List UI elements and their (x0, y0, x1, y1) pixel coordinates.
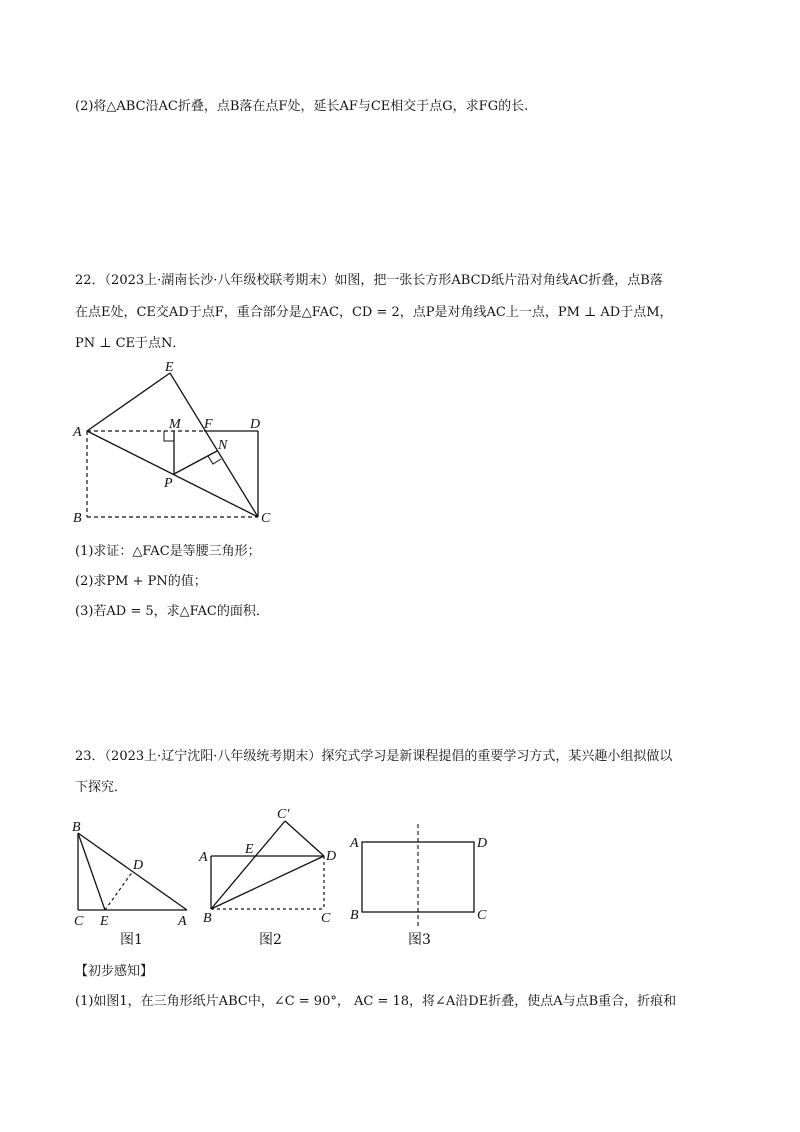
fig3-caption: 图3 (408, 932, 431, 948)
fig2-segment-C1D (285, 821, 324, 856)
fig2-label-B: B (203, 911, 212, 926)
right-angle-M (164, 431, 174, 441)
edge-AE (87, 373, 170, 431)
label-N: N (218, 438, 228, 453)
fig1-label-C: C (74, 914, 84, 929)
fig1-label-D: D (133, 858, 144, 873)
fig1-caption: 图1 (120, 932, 143, 948)
label-P: P (164, 476, 173, 491)
problem22-q3: (3)若AD = 5，求△FAC的面积． (75, 604, 269, 619)
problem22-header: 22．（2023上·湖南长沙·八年级校联考期末）如图，把一张长方形ABCD纸片沿对角线AC折叠，点B落 (75, 273, 663, 288)
problem22-figure (60, 355, 290, 530)
problem23-section: 【初步感知】 (75, 964, 154, 979)
fig1-label-A: A (178, 914, 187, 929)
problem22-q2: (2)求PM + PN的值； (75, 574, 207, 589)
problem22-q1: (1)求证：△FAC是等腰三角形； (75, 544, 261, 559)
fig2-label-C1: C′ (277, 807, 290, 822)
fig2-diagonal-BD (211, 856, 324, 909)
label-B: B (73, 511, 82, 526)
problem23-header: 23．（2023上·辽宁沈阳·八年级统考期末）探究式学习是新课程提倡的重要学习方式，某兴趣小组拟做以 (75, 749, 673, 764)
fig1-segment-BE (78, 833, 105, 910)
fig2-label-E: E (245, 842, 254, 857)
fig2-label-D: D (326, 849, 337, 864)
fig2-label-A: A (199, 850, 208, 865)
right-angle-N (208, 456, 221, 464)
fig3-label-D: D (477, 836, 488, 851)
fig1-label-E: E (100, 914, 109, 929)
fig3-label-A: A (350, 836, 359, 851)
fig2-caption: 图2 (259, 932, 282, 948)
fig3-label-B: B (350, 908, 359, 923)
problem23-figure1 (60, 815, 200, 950)
fig2-segment-BC1 (211, 821, 285, 909)
problem23-figure3 (340, 820, 500, 950)
problem23-line2: 下探究． (75, 780, 128, 795)
problem22-line3: PN ⊥ CE于点N． (75, 336, 186, 351)
problem22-line2: 在点E处，CE交AD于点F，重合部分是△FAC，CD = 2，点P是对角线AC上一点，PM ⊥ AD于点M， (75, 305, 673, 320)
fig1-segment-ED (105, 871, 133, 910)
problem23-figure2 (195, 800, 350, 950)
label-M: M (169, 417, 181, 432)
fig2-label-C: C (321, 911, 331, 926)
prev-part2-text: (2)将△ABC沿AC折叠，点B落在点F处，延长AF与CE相交于点G，求FG的长. (75, 99, 529, 114)
fig1-label-B: B (72, 820, 81, 835)
label-A: A (73, 425, 82, 440)
segment-PN (174, 451, 217, 474)
problem23-q1: (1)如图1，在三角形纸片ABC中，∠C = 90°， AC = 18，将∠A沿DE折叠，使点A与点B重合，折痕和 (75, 994, 677, 1009)
label-D: D (250, 417, 261, 432)
label-E: E (165, 360, 174, 375)
fig3-label-C: C (477, 908, 487, 923)
label-C: C (261, 511, 271, 526)
label-F: F (204, 417, 213, 432)
